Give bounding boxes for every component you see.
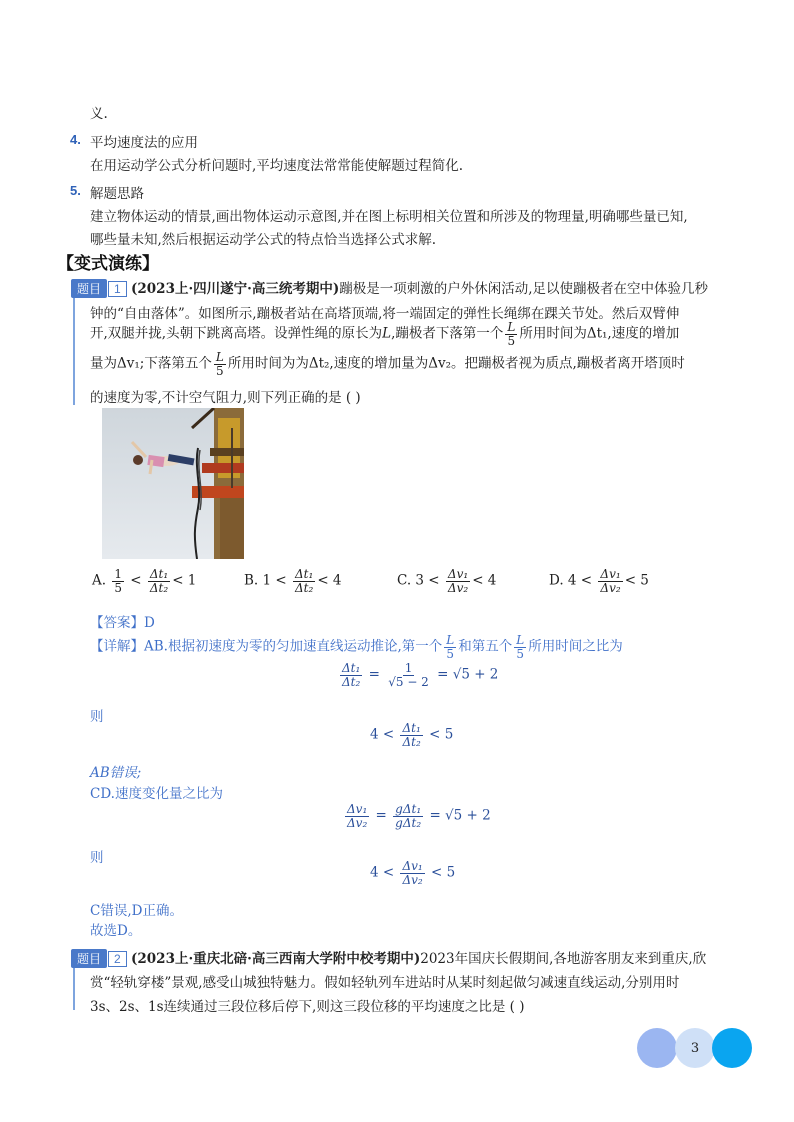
question-2-header (71, 947, 706, 968)
intro-tail: 义. (90, 106, 108, 122)
option-b[interactable]: B. 1 < $\frac{\text{Δt₁}}{\text{Δt₂}}$ < 4 (244, 567, 342, 595)
page-circle-decor (712, 1028, 752, 1068)
then-label: 则 (90, 850, 104, 866)
question-left-bar (73, 280, 75, 405)
item-number: 5. (70, 183, 81, 198)
page-circle-decor (637, 1028, 677, 1068)
item-number: 4. (70, 132, 81, 147)
question-text: 蹦极是一项刺激的户外休闲活动,足以使蹦极者在空中体验几秒 (339, 281, 709, 297)
question-number: 1 (108, 281, 127, 297)
question-1-header (71, 277, 708, 298)
item-title: 解题思路 (90, 186, 144, 202)
question-text: 量为Δv₁;下落第五个 $\frac{L}{5}$ 所用时间为为Δt₂,速度的增加量为Δv₂。把蹦极者视为质点,蹦极者离开塔顶时 (90, 350, 685, 378)
question-source: (2023上·四川遂宁·高三统考期中) (131, 281, 340, 297)
page-number: 3 (675, 1028, 715, 1068)
question-tag: 题目 (71, 279, 107, 298)
equation-time-range: 4 < $\frac{\text{Δt₁}}{\text{Δt₂}}$ < 5 (370, 721, 454, 749)
cd-intro: CD.速度变化量之比为 (90, 786, 223, 802)
item-body-line: 建立物体运动的情景,画出物体运动示意图,并在图上标明相关位置和所涉及的物理量,明确哪些量已知, (90, 209, 688, 225)
section-heading: 【变式演练】 (57, 254, 159, 274)
bungee-photo (102, 408, 244, 559)
option-d[interactable]: D. 4 < $\frac{\text{Δv₁}}{\text{Δv₂}}$ < 5 (549, 567, 649, 595)
option-a[interactable]: A. $\frac{1}{5}$ < $\frac{\text{Δt₁}}{\text{Δt₂}}$ < 1 (92, 567, 197, 595)
choose-answer: 故选D。 (90, 923, 142, 939)
question-text: 开,双腿并拢,头朝下跳离高塔。设弹性绳的原长为L,蹦极者下落第一个 $\frac{L}{5}$ 所用时间为Δt₁,速度的增加 (90, 320, 680, 348)
then-label: 则 (90, 709, 104, 725)
ab-wrong: AB错误; (90, 765, 142, 781)
item-body-line: 哪些量未知,然后根据运动学公式的特点恰当选择公式求解. (90, 232, 437, 248)
c-wrong: C错误,D正确。 (90, 903, 183, 919)
option-c[interactable]: C. 3 < $\frac{\text{Δv₁}}{\text{Δv₂}}$ < 4 (397, 567, 497, 595)
question-source: (2023上·重庆北碚·高三西南大学附中校考期中) (131, 951, 421, 967)
question-tag: 题目 (71, 949, 107, 968)
equation-velocity-range: 4 < $\frac{\text{Δv₁}}{\text{Δv₂}}$ < 5 (370, 859, 456, 887)
question-text: 钟的“自由落体”。如图所示,蹦极者站在高塔顶端,将一端固定的弹性长绳绑在踝关节处。然后双臂伸 (90, 306, 680, 322)
item-body: 在用运动学公式分析问题时,平均速度法常常能使解题过程简化. (90, 158, 464, 174)
question-text: 赏“轻轨穿楼”景观,感受山城独特魅力。假如轻轨列车进站时从某时刻起做匀减速直线运动,分别用时 (90, 975, 680, 991)
question-text: 的速度为零,不计空气阻力,则下列正确的是 ( ) (90, 390, 361, 406)
question-number: 2 (108, 951, 127, 967)
equation-velocity-ratio: $\frac{\text{Δv₁}}{\text{Δv₂}}$ = $\frac{\text{gΔt₁}}{\text{gΔt₂}}$ = √5 + 2 (347, 802, 491, 830)
question-text: 3s、2s、1s连续通过三段位移后停下,则这三段位移的平均速度之比是 ( ) (90, 999, 525, 1015)
detail-line: 【详解】AB.根据初速度为零的匀加速直线运动推论,第一个 $\frac{L}{5}$ 和第五个 $\frac{L}{5}$ 所用时间之比为 (90, 633, 623, 661)
question-text: 2023年国庆长假期间,各地游客朋友来到重庆,欣 (420, 951, 707, 967)
equation-time-ratio: $\frac{\text{Δt₁}}{\text{Δt₂}}$ = $\frac{1}{√5 - 2}$ = √5 + 2 (342, 661, 499, 689)
item-title: 平均速度法的应用 (90, 135, 198, 151)
answer: 【答案】D (90, 615, 155, 631)
